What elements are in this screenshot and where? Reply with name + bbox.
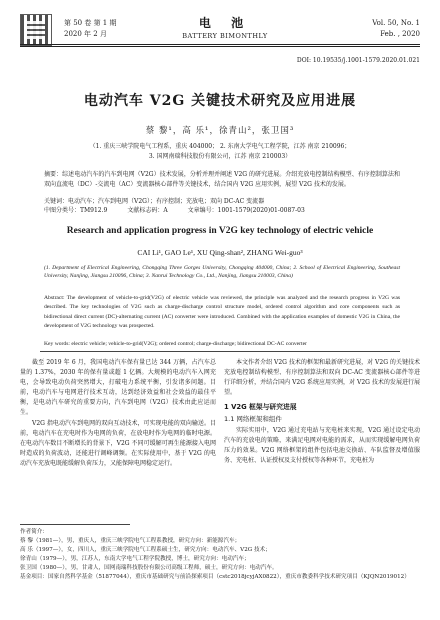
subsection-heading: 1.1 网络框架和组件 bbox=[224, 415, 282, 423]
qr-code-icon bbox=[20, 14, 52, 46]
affiliations-cn bbox=[40, 142, 400, 162]
classification-cn bbox=[44, 206, 400, 215]
footnote-line: 作者简介： bbox=[20, 529, 48, 535]
journal-name bbox=[180, 16, 270, 41]
footnote-line: 徐青山（1979—），男，江苏人，东南大学电气工程学院教授，博士，研究方向：电动汽车； bbox=[20, 556, 250, 562]
paper-title-en: Research and application progress in V2G key technology of electric vehicle bbox=[66, 226, 374, 236]
footnote-line: 基金项目：国家自然科学基金（51877044），重庆市基础研究与前沿探索项目（cstc2018jcyjAX0822），重庆市教委科学技术研究项目（KJQN2019012） bbox=[20, 574, 410, 580]
keywords-en: Key words: electric vehicle; vehicle-to-grid(V2G); ordered control; charge-discharge; bidirectional DC-AC converter bbox=[44, 341, 307, 347]
footnotes bbox=[20, 528, 420, 582]
authors-en: CAI Li¹, GAO Le¹, XU Qing-shan², ZHANG Wei-guo³ bbox=[137, 248, 303, 257]
body-column-right bbox=[224, 358, 420, 467]
authors-cn: 蔡 黎¹，高 乐¹，徐青山²，张卫国³ bbox=[145, 126, 295, 136]
footnote-rule bbox=[20, 524, 130, 525]
issue-info-en bbox=[372, 18, 420, 40]
volume-issue-en: Vol. 50, No. 1 bbox=[372, 19, 420, 27]
date-cn: 2020 年 2 月 bbox=[64, 30, 107, 38]
abstract-en: Abstract: The development of vehicle-to-grid(V2G) of electric vehicle was reviewed, the principle was analyzed and the research progress in V2G was described. The key technologies of V2G such as charge-discharge control structure model, ordered control algorithm and core components such as bidirectional direct current (DC)-alternating current (AC) converter were introduced. Combined with the application examples of domestic V2G in China, the development of V2G technology was prospected. bbox=[44, 295, 400, 330]
footnote-line: 高 乐（1997—），女，四川人，重庆三峡学院电气工程系硕士生，研究方向：电动汽车、V2G 技术； bbox=[20, 547, 271, 553]
document-code: 文献标志码：A bbox=[127, 207, 168, 214]
section-heading: 1 V2G 框架与研究进展 bbox=[224, 403, 297, 411]
journal-name-en: BATTERY BIMONTHLY bbox=[182, 32, 268, 40]
body-paragraph: 实际实用中，V2G 通过充电站与充电桩来实现，V2G 通过设定电动汽车的充放电的策略，来满足电网对电能的需求，从而实现缓解电网负荷压力的效果。V2G 网络框架的组件包括电池交换站、车队监督及增值服务、充电桩、认证授权及支付授权等各种环节，充电桩为 bbox=[224, 427, 420, 464]
footnote-line: 张卫国（1980—），男，甘肃人，国网南瑞科技股份有限公司高级工程师，硕士，研究方向：电动汽车。 bbox=[20, 565, 278, 571]
date-en: Feb. , 2020 bbox=[380, 30, 420, 38]
doi: DOI: 10.19535/j.1001-1579.2020.01.021 bbox=[296, 57, 420, 64]
affiliations-en: (1. Department of Electrical Engineering, Chongqing Three Gorges University, Chongqing 404000, China; 2. School of Electrical Engineering, Southeast University, Nanjing, Jiangsu 210096, China; 3. Nanrui Technology Co., Ltd., Nanjing, Jiangsu 210003, China) bbox=[44, 265, 400, 280]
body-column-left bbox=[20, 358, 216, 470]
header-rule-thin bbox=[20, 46, 420, 47]
body-paragraph: V2G 指电动汽车到电网的双向互动技术，可实现电能的双向输送。目前，电动汽车在充电时作为电网的负荷，在放电时作为电网的临时电源。在电动汽车数目不断增长的背景下，V2G 不同可缓解可再生能源接入电网时造成的负荷波动，还能进行调峰调频。在实际使用中，基于 V2G 的电动汽车充放电既能缓解负荷压力，又能保障电网稳定运行。 bbox=[20, 420, 216, 467]
volume-issue-cn: 第 50 卷 第 1 期 bbox=[64, 19, 117, 27]
footnote-line: 蔡 黎（1981—），男，重庆人，重庆三峡学院电气工程系教授，研究方向：新能源汽车； bbox=[20, 538, 241, 544]
header-rule bbox=[20, 44, 420, 45]
journal-name-cn: 电 池 bbox=[198, 16, 252, 30]
abstract-cn: 摘要：综述电动汽车的汽车到电网（V2G）技术发展，分析并理并阐述 V2G 的研究进展。介绍充放电控制结构模型、有序控制算法和双向直流电（DC）-交流电（AC）变流器核心部件等关键技术，结合国内 V2G 应用实例，展望 V2G 技术的发展。 bbox=[44, 171, 400, 188]
keywords-cn: 关键词：电动汽车；汽车到电网（V2G）；有序控制；充放电；双向 DC-AC 变流器 bbox=[44, 198, 265, 205]
affiliation-cn-line: 3. 国网南瑞科技股份有限公司，江苏 南京 210003） bbox=[148, 153, 292, 160]
affiliation-cn-line: （1. 重庆三峡学院电气工程系，重庆 404000； 2. 东南大学电气工程学院，江苏 南京 210096； bbox=[89, 143, 351, 150]
article-number: 文章编号：1001-1579(2020)01-0087-03 bbox=[187, 207, 305, 214]
paper-title-cn: 电动汽车 V2G 关键技术研究及应用进展 bbox=[83, 93, 357, 109]
clc-number: 中图分类号：TM912.9 bbox=[44, 207, 108, 214]
issue-info-cn bbox=[64, 18, 117, 40]
abstract-divider bbox=[40, 351, 400, 352]
body-paragraph: 截至 2019 年 6 月，我国电动汽车保有量已达 344 万辆，占汽车总量的 1.37%，2030 年的保有量或超 1 亿辆。大规模的电动汽车入网充电，会导致电动负荷突然增大，打破电力系统平衡，引发诸多问题。目前，电动汽车与电网进行技术互动，达到经济效益和社会效益的最佳平衡，是电动汽车研究的重要方向，汽车到电网（V2G）技术由此应运而生。 bbox=[20, 359, 216, 416]
body-paragraph: 本文作者介绍 V2G 技术的框架和最新研究进展，对 V2G 的关键技术充放电控制结构模型、有序控制算法和双向 DC-AC 变流器核心部件等进行详细分析，并结合国内 V2G 系统应用实例，对 V2G 技术的发展进行展望。 bbox=[224, 359, 420, 396]
